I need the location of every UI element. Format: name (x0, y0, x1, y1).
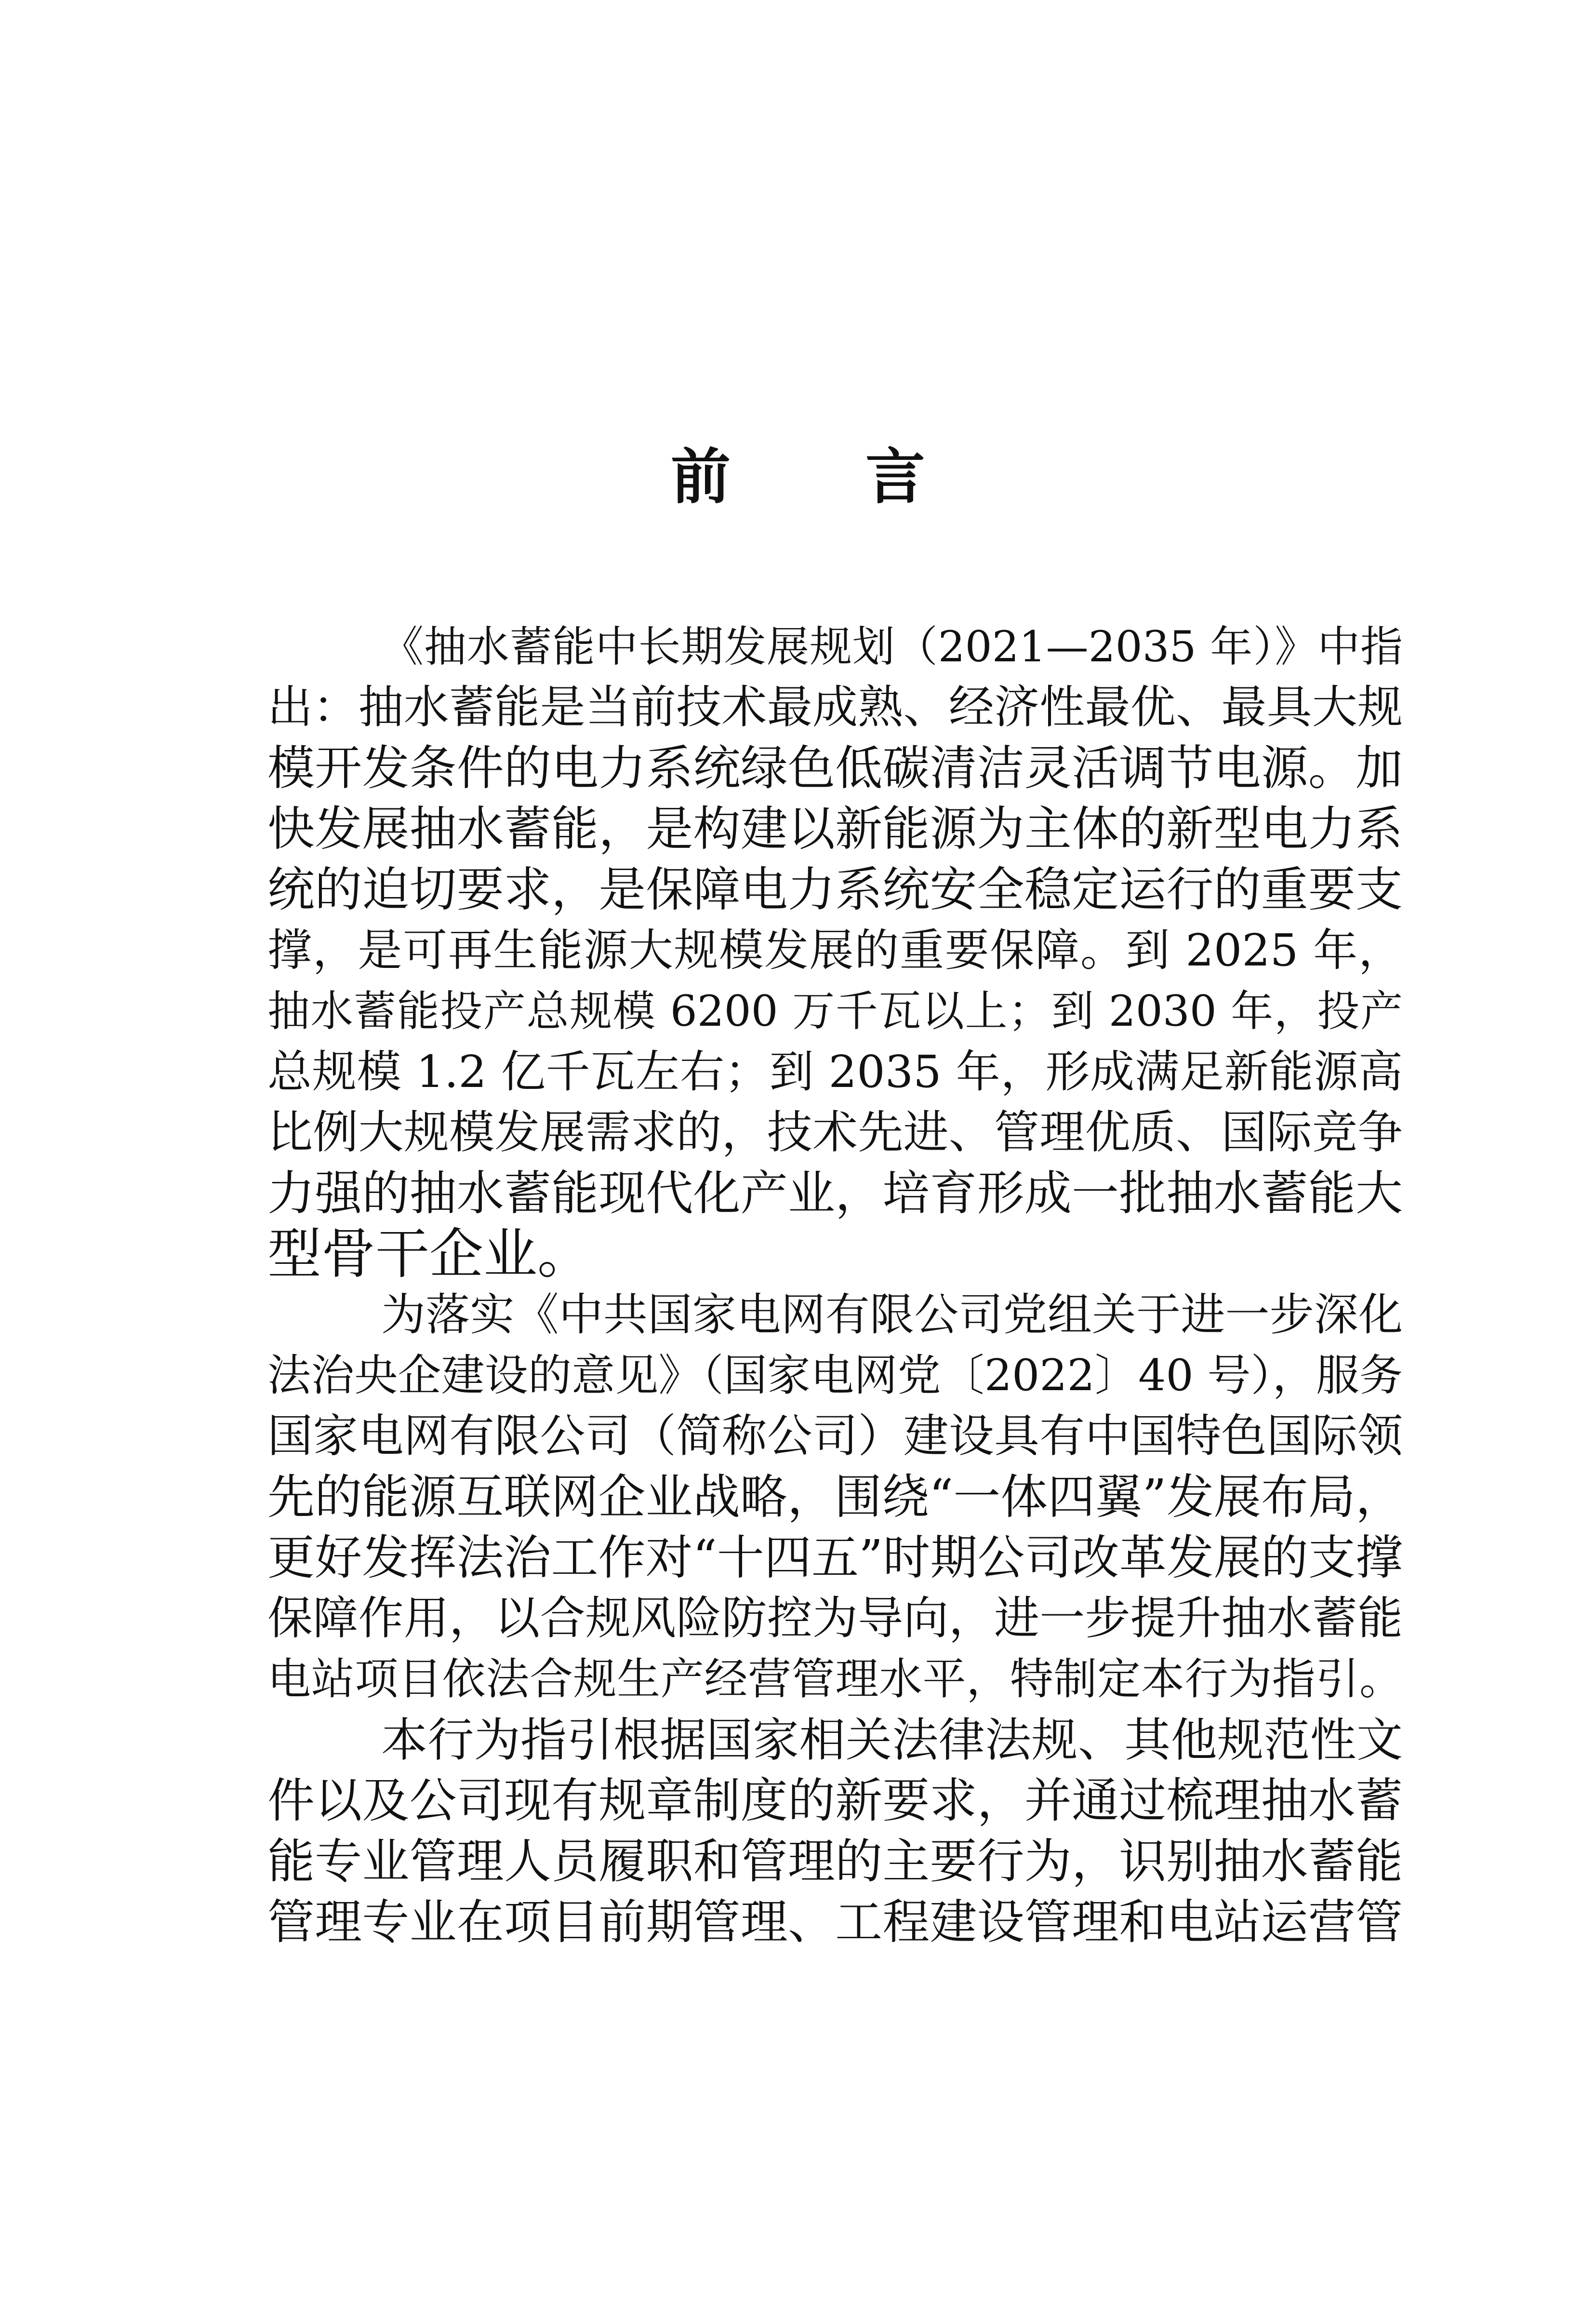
text-line: 比例大规模发展需求的，技术先进、管理优质、国际竞争 (267, 1106, 1403, 1159)
text-line: 更好发挥法治工作对“十四五”时期公司改革发展的支撑 (267, 1530, 1403, 1585)
title-char: 前 (670, 442, 731, 512)
text-line: 管理专业在项目前期管理、工程建设管理和电站运营管 (267, 1895, 1403, 1950)
text-line: 国家电网有限公司（简称公司）建设具有中国特色国际领 (267, 1410, 1403, 1462)
text-line: 总规模 1.2 亿千瓦左右；到 2035 年，形成满足新能源高 (267, 1046, 1403, 1098)
text-line: 型骨干企业。 (267, 1223, 591, 1286)
paragraph (267, 1710, 1403, 1953)
text-line: 快发展抽水蓄能，是构建以新能源为主体的新型电力系 (267, 802, 1403, 857)
paragraph (267, 617, 1403, 1285)
text-line: 力强的抽水蓄能现代化产业，培育形成一批抽水蓄能大 (267, 1166, 1403, 1221)
page-title (0, 443, 1596, 511)
text-line: 本行为指引根据国家相关法律法规、其他规范性文 (381, 1713, 1403, 1767)
text-line: 件以及公司现有规章制度的新要求，并通过梳理抽水蓄 (267, 1773, 1403, 1828)
text-line: 电站项目依法合规生产经营管理水平，特制定本行为指引。 (267, 1654, 1403, 1704)
text-line: 统的迫切要求，是保障电力系统安全稳定运行的重要支 (267, 862, 1403, 917)
text-line: 抽水蓄能投产总规模 6200 万千瓦以上；到 2030 年，投产 (267, 986, 1403, 1036)
text-line: 出：抽水蓄能是当前技术最成熟、经济性最优、最具大规 (267, 681, 1403, 734)
text-line: 《抽水蓄能中长期发展规划（2021—2035 年）》中指 (381, 622, 1403, 671)
text-line: 模开发条件的电力系统绿色低碳清洁灵活调节电源。加 (267, 741, 1403, 796)
text-line: 撑，是可再生能源大规模发展的重要保障。到 2025 年， (267, 925, 1403, 976)
text-line: 先的能源互联网企业战略，围绕“一体四翼”发展布局， (267, 1470, 1403, 1525)
text-line: 为落实《中共国家电网有限公司党组关于进一步深化 (381, 1289, 1403, 1341)
paragraph (267, 1285, 1403, 1710)
title-char: 言 (865, 442, 926, 512)
text-line: 保障作用，以合规风险防控为导向，进一步提升抽水蓄能 (267, 1592, 1403, 1645)
text-line: 能专业管理人员履职和管理的主要行为，识别抽水蓄能 (267, 1834, 1403, 1889)
text-line: 法治央企建设的意见》（国家电网党〔2022〕40 号），服务 (267, 1350, 1403, 1401)
document-body (267, 617, 1403, 1953)
